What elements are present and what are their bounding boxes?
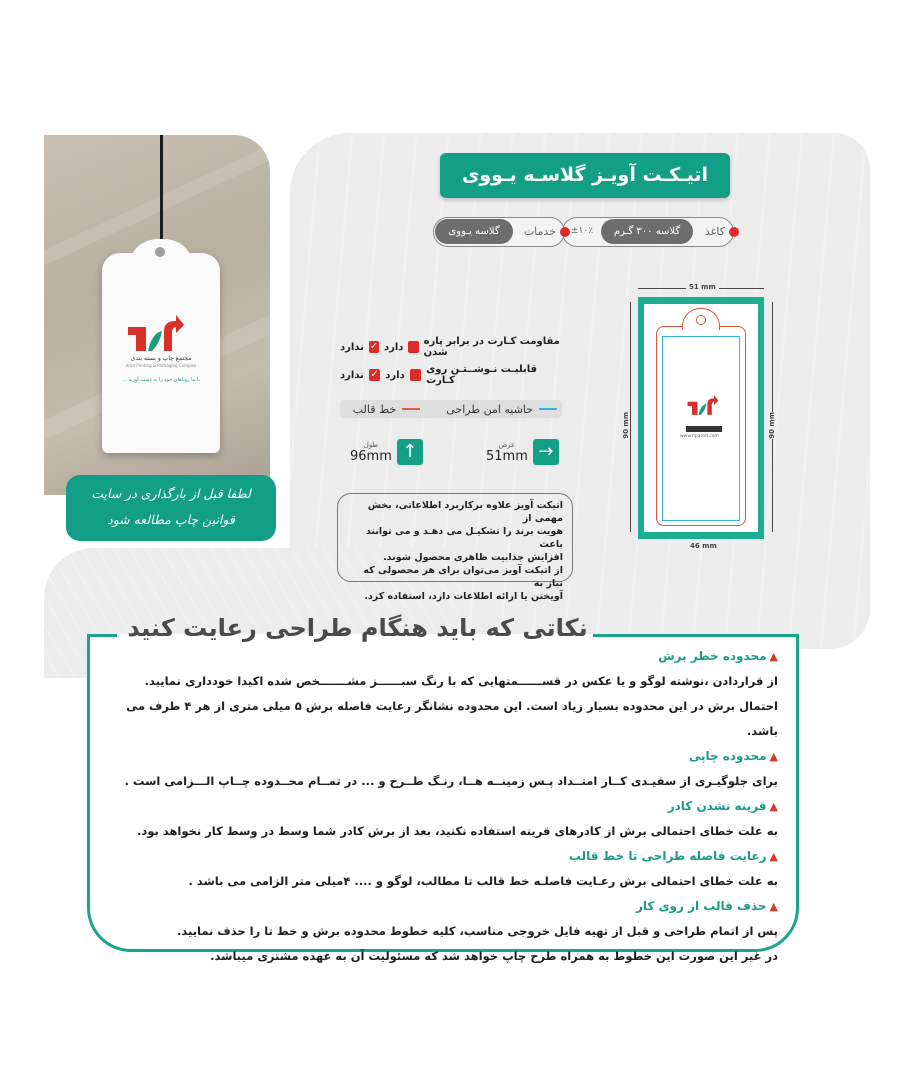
description-line: آویختن یا ارائه اطلاعات دارد، استفاده کرد. [364, 591, 563, 602]
tip-heading: رعایت فاصله طراحی تا خط قالب [568, 849, 767, 863]
top-width-label: 51 mm [686, 283, 719, 291]
tip-line: در غیر این صورت این خطوط به همراه طرح چاپ خواهد شد که مسئولیت آن به عهده مشتری میباشد. [210, 949, 778, 963]
warning-icon: ▲ [769, 900, 778, 913]
warning-icon: ▲ [769, 850, 778, 863]
feature-writable [340, 364, 562, 386]
tip-line: پس از اتمام طراحی و قبل از تهیه فایل خروجی مناسب، کلیه خطوط محدوده برش و خط تا را حذف نمایید. [176, 924, 778, 938]
safe-margin-line-icon [539, 408, 557, 410]
tips-title: نکاتی که باید هنگام طراحی رعایت کنید [127, 614, 588, 642]
die-line-label: خط قالب [352, 402, 397, 416]
option-yes-box [408, 341, 418, 353]
design-tips-box [87, 634, 799, 963]
tip-line: احتمال برش در این محدوده بسیار زیاد است. این محدوده نشانگر رعایت فاصله برش ۵ میلی متری از هر ۴ طرف می باشد. [126, 699, 778, 738]
option-no-label: ندارد [339, 341, 364, 353]
left-dimension-line [630, 302, 631, 532]
arrow-right-icon: → [533, 439, 559, 465]
services-spec [433, 217, 565, 247]
product-photo [44, 135, 270, 495]
tip-line: به علت خطای احتمالی برش رعـایت فاصلـه خط قالب تا مطالب، لوگو و .... ۴میلی متر الزامی می باشد . [188, 874, 778, 888]
die-cut-hole [696, 315, 706, 325]
checkmark-icon: ✓ [369, 341, 379, 352]
paper-label: کاغذ [704, 225, 725, 238]
height-dimension [350, 437, 423, 467]
feature-tear-resistance [339, 336, 562, 358]
bottom-width-label: 46 mm [690, 542, 717, 550]
warning-icon: ▲ [769, 650, 778, 663]
line-legend [340, 400, 562, 418]
width-dimension [486, 437, 559, 467]
brand-name-en: Arad Printing & Packaging Complex [125, 363, 197, 368]
height-caption: طول [363, 440, 379, 449]
hang-tag-mockup [102, 253, 220, 453]
services-value: گلاسه یـووی [435, 219, 513, 244]
tip-section [98, 646, 778, 744]
tolerance-value: ±۱۰٪ [571, 226, 594, 236]
brand-logo-icon [686, 394, 720, 416]
height-value: 96mm [350, 448, 392, 464]
description-line: افزایش جذابیت ظاهری محصول شوند. [383, 552, 563, 563]
feature-label: مقاومت کـارت در برابر پاره شدن [423, 336, 560, 358]
spec-dot-icon [560, 227, 570, 237]
tip-section [98, 846, 778, 894]
tip-heading: قرینه نشدن کادر [667, 799, 767, 813]
description-line: هویت برند را تشکیـل می دهـد و می توانند باعث [365, 526, 563, 550]
brand-name-fa: مجتمع چاپ و بسته بندی [130, 355, 192, 362]
left-height-label: 90 mm [622, 412, 630, 439]
die-line-icon [402, 408, 420, 410]
description-line: اتیکت آویز علاوه برکاربرد اطلاعاتی، بخش مهمی از [367, 500, 563, 524]
paper-spec [562, 217, 734, 247]
rules-notice[interactable] [66, 475, 276, 541]
option-yes-box [410, 369, 421, 381]
right-height-label: 90 mm [768, 412, 776, 439]
paper-value: گلاسه ۳۰۰ گـرم [601, 219, 693, 244]
tips-border-top-left [87, 634, 117, 637]
product-description [337, 493, 573, 602]
tip-section [98, 796, 778, 844]
spec-dot-icon [729, 227, 739, 237]
tip-heading: محدوده خطر برش [658, 649, 767, 663]
tag-hole [155, 247, 165, 257]
option-no-label: ندارد [340, 369, 364, 381]
tip-line: برای جلوگیـری از سفیـدی کــار امتــداد پـس زمینــه هــا، رنـگ طــرح و ... در تمــام محــدوده چــاپ الـــزامی است . [124, 774, 778, 788]
brand-bar [686, 426, 722, 432]
die-line-diagram [622, 282, 782, 552]
brand-slogan: با ما رویاهای خود را به دست آورید ... [122, 377, 200, 383]
option-yes-label: دارد [385, 369, 405, 381]
tip-heading: محدوده چاپی [688, 749, 767, 763]
tip-section [98, 896, 778, 969]
tips-border-top-right [593, 634, 799, 637]
width-value: 51mm [486, 448, 528, 464]
services-label: خدمات [523, 225, 556, 238]
warning-icon: ▲ [769, 800, 778, 813]
brand-logo-icon [126, 313, 186, 353]
tip-section [98, 746, 778, 794]
option-yes-label: دارد [383, 341, 404, 353]
safe-margin-label: حاشیه امن طراحی [446, 402, 533, 416]
notice-line-2: قوانین چاپ مطالعه شود [107, 512, 235, 527]
warning-icon: ▲ [769, 750, 778, 763]
tip-heading: حذف قالب از روی کار [635, 899, 767, 913]
description-line: از اتیکت آویز می‌توان برای هر محصولی که نیاز به [363, 565, 563, 589]
product-title: اتیـکـت آویـز گلاسـه یـووی [440, 153, 730, 198]
notice-line-1: لطفا قبل از بارگذاری در سایت [91, 486, 251, 501]
feature-label: قابلیـت نـوشــتـن روی کـارت [426, 364, 538, 386]
tip-line: به علت خطای احتمالی برش از کادرهای قرینه استفاده نکنید، بعد از برش کادر شما وسط در وسط کار نخواهد بود. [137, 824, 778, 838]
arrow-up-icon: ↑ [397, 439, 423, 465]
checkmark-icon: ✓ [370, 369, 379, 380]
website-url: www.hparod.com [680, 434, 719, 439]
tips-content [98, 646, 778, 971]
width-caption: عرض [498, 440, 516, 449]
tip-line: از قراردادن ،نوشته لوگو و یا عکس در قســــــمتهایی که با رنگ سبــــــز مشـــــــخص شده اکیدا خودداری نمایید. [144, 674, 778, 688]
